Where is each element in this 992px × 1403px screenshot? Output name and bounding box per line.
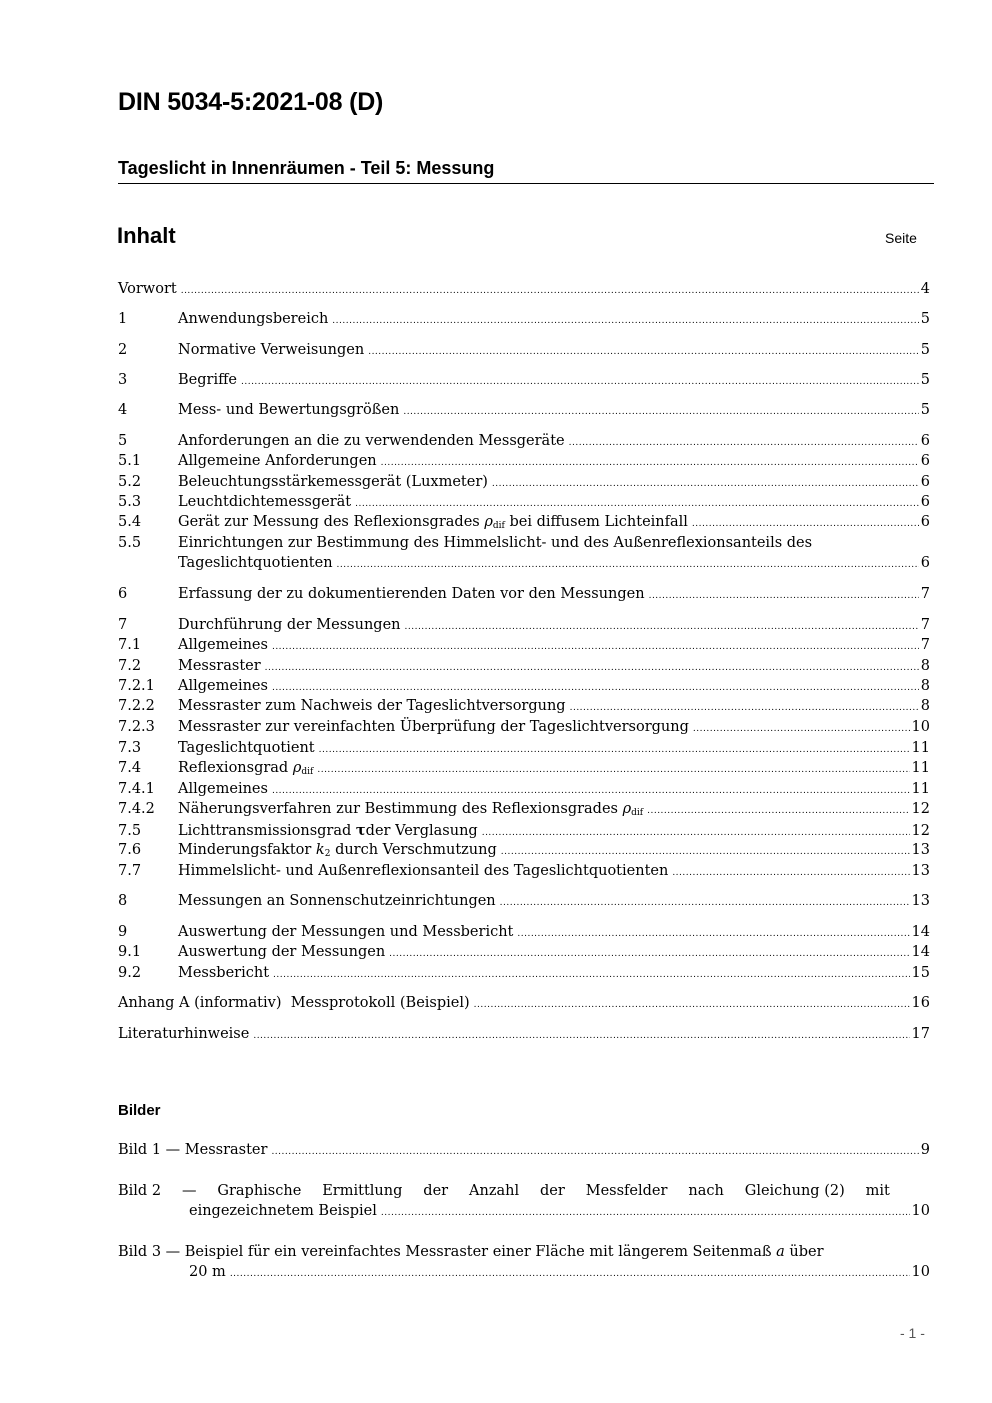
toc-entry[interactable]	[118, 402, 930, 422]
toc-entry-label: Einrichtungen zur Bestimmung des Himmelslicht- und des Außenreflexionsanteils des	[178, 535, 813, 551]
toc-entry-page: 13	[911, 842, 930, 858]
k-symbol: k	[315, 842, 325, 858]
leader-dots	[272, 642, 919, 652]
leader-dots	[647, 806, 909, 816]
toc-entry-number: 7.7	[118, 863, 142, 879]
toc-entry-number: 5.2	[118, 474, 142, 490]
toc-entry-page: 11	[911, 781, 930, 797]
toc-entry[interactable]	[118, 617, 930, 637]
toc-entry[interactable]	[118, 311, 930, 331]
subscript: dif	[631, 808, 644, 818]
toc-entry[interactable]	[118, 586, 930, 606]
toc-entry-number: 7.2	[118, 658, 142, 674]
toc-entry-label: Anwendungsbereich	[178, 311, 329, 327]
toc-entry[interactable]	[118, 372, 930, 392]
leader-dots	[569, 438, 919, 448]
toc-entry-page: 6	[920, 474, 930, 490]
toc-entry[interactable]	[118, 698, 930, 718]
toc-entry-page: 13	[911, 893, 930, 909]
toc-entry-number: 8	[118, 893, 128, 909]
toc-entry-label: Messbericht	[178, 965, 270, 981]
toc-entry-number: 7.3	[118, 740, 142, 756]
toc-entry-number: 9.1	[118, 944, 142, 960]
leader-dots	[405, 622, 919, 632]
toc-entry-page: 6	[920, 433, 930, 449]
page-number: - 1 -	[900, 1325, 925, 1341]
toc-entry-annex[interactable]	[118, 995, 930, 1015]
leader-dots	[273, 970, 910, 980]
toc-entry-label: Messraster zur vereinfachten Überprüfung der Tageslichtversorgung	[178, 719, 689, 735]
toc-entry-number: 7.4.2	[118, 801, 155, 817]
toc-entry-label: Reflexionsgrad $\rho_{dif}$	[178, 760, 314, 777]
figures-heading: Bilder	[118, 1102, 161, 1119]
leader-dots	[492, 479, 919, 489]
toc-entry-label: Auswertung der Messungen und Messbericht	[178, 924, 514, 940]
toc-entry-number: 6	[118, 586, 128, 602]
toc-entry-number: 1	[118, 311, 128, 327]
leader-dots	[693, 724, 910, 734]
leader-dots	[265, 663, 919, 673]
toc-entry-page: 5	[920, 342, 930, 358]
toc-entry[interactable]	[118, 494, 930, 514]
toc-entry-number: 9	[118, 924, 128, 940]
title-divider	[118, 183, 934, 184]
toc-entry-page: 6	[920, 494, 930, 510]
toc-entry-label: Minderungsfaktor $k_2$ durch Verschmutzung	[178, 842, 497, 859]
toc-entry-label: Anhang A (informativ) Messprotokoll (Beispiel)	[118, 995, 470, 1011]
toc-entry-page: 6	[920, 514, 930, 530]
figure-page: 9	[920, 1142, 930, 1158]
toc-entry-label: Anforderungen an die zu verwendenden Messgeräte	[178, 433, 565, 449]
toc-entry-label: Messraster	[178, 658, 261, 674]
toc-entry-label: Tageslichtquotient	[178, 740, 315, 756]
figure-label: eingezeichnetem Beispiel	[189, 1203, 377, 1219]
leader-dots	[501, 847, 910, 857]
toc-entry[interactable]	[118, 453, 930, 473]
subscript: dif	[492, 521, 505, 531]
toc-entry-number: 7.2.1	[118, 678, 155, 694]
leader-dots	[181, 286, 919, 296]
toc-entry-page: 12	[911, 801, 930, 817]
leader-dots	[241, 377, 919, 387]
figure-entry[interactable]: Bild 2 — Graphische Ermittlung der Anzahl der Messfelder nach Gleichung (2) mit	[118, 1183, 890, 1199]
toc-entry[interactable]	[118, 965, 930, 985]
document-subtitle: Tageslicht in Innenräumen - Teil 5: Messung	[118, 158, 495, 178]
leader-dots	[649, 591, 919, 601]
leader-dots	[500, 898, 910, 908]
toc-entry[interactable]	[118, 535, 930, 555]
toc-entry-number: 5.5	[118, 535, 142, 551]
toc-entry-page: 7	[920, 637, 930, 653]
leader-dots	[355, 499, 919, 509]
toc-entry-label: Begriffe	[178, 372, 237, 388]
toc-entry-number: 7.4.1	[118, 781, 155, 797]
toc-entry-page: 11	[911, 760, 930, 776]
toc-entry-page: 5	[920, 372, 930, 388]
figure-entry[interactable]	[118, 1244, 930, 1264]
toc-entry[interactable]	[118, 893, 930, 913]
toc-entry[interactable]	[118, 433, 930, 453]
toc-entry-label: Allgemeines	[178, 781, 268, 797]
toc-entry-page: 17	[911, 1026, 930, 1042]
toc-entry[interactable]	[118, 678, 930, 698]
toc-entry-page: 8	[920, 658, 930, 674]
toc-entry-page: 16	[911, 995, 930, 1011]
toc-entry-label: Allgemeines	[178, 637, 268, 653]
leader-dots	[272, 683, 919, 693]
toc-entry-number: 5.1	[118, 453, 142, 469]
toc-entry-bibliography[interactable]	[118, 1026, 930, 1046]
toc-entry-label: Allgemeine Anforderungen	[178, 453, 377, 469]
leader-dots	[403, 407, 918, 417]
toc-entry-page: 10	[911, 719, 930, 735]
figure-entry-continuation[interactable]	[189, 1203, 930, 1223]
leader-dots	[482, 828, 910, 838]
toc-entry-page: 8	[920, 698, 930, 714]
leader-dots	[337, 560, 919, 570]
toc-entry-label: Literaturhinweise	[118, 1026, 250, 1042]
toc-entry-number: 4	[118, 402, 128, 418]
toc-entry-label: Mess- und Bewertungsgrößen	[178, 402, 400, 418]
toc-entry-page: 4	[920, 281, 930, 297]
toc-entry-number: 7.5	[118, 823, 142, 839]
toc-entry[interactable]	[118, 924, 930, 944]
figure-label: 20 m	[189, 1264, 226, 1280]
leader-dots	[381, 1208, 910, 1218]
subscript: 2	[324, 849, 331, 859]
toc-entry[interactable]	[118, 658, 930, 678]
toc-entry[interactable]	[118, 760, 930, 780]
figure-entry-continuation[interactable]	[189, 1264, 930, 1284]
toc-entry[interactable]	[118, 474, 930, 494]
leader-dots	[474, 1000, 910, 1010]
leader-dots	[368, 347, 919, 357]
figure-entry[interactable]	[118, 1142, 930, 1162]
rho-symbol: ρ	[292, 760, 302, 776]
toc-entry[interactable]	[118, 637, 930, 657]
tau-symbol: τ	[355, 822, 366, 839]
toc-entry-page: 8	[920, 678, 930, 694]
toc-entry-page: 14	[911, 944, 930, 960]
toc-entry-number: 3	[118, 372, 128, 388]
toc-entry-label: Auswertung der Messungen	[178, 944, 386, 960]
leader-dots	[317, 765, 909, 775]
toc-entry-number: 7.1	[118, 637, 142, 653]
toc-entry-number: 7.4	[118, 760, 142, 776]
toc-entry-label: Beleuchtungsstärkemessgerät (Luxmeter)	[178, 474, 488, 490]
toc-entry-number: 7.6	[118, 842, 142, 858]
rho-symbol: ρ	[622, 801, 632, 817]
figure-page: 10	[911, 1203, 930, 1219]
toc-entry[interactable]	[118, 863, 930, 883]
toc-entry-label: Leuchtdichtemessgerät	[178, 494, 352, 510]
toc-entry-number: 5.3	[118, 494, 142, 510]
toc-entry-label: Normative Verweisungen	[178, 342, 365, 358]
toc-entry-page: 6	[920, 555, 930, 571]
toc-entry-number: 2	[118, 342, 128, 358]
toc-entry-page: 15	[911, 965, 930, 981]
toc-entry-number: 5.4	[118, 514, 142, 530]
toc-entry-label: Näherungsverfahren zur Bestimmung des Reflexionsgrades $\rho_{dif}$	[178, 801, 644, 818]
leader-dots	[253, 1031, 909, 1041]
figure-label: Bild 1 — Messraster	[118, 1142, 268, 1158]
figure-page: 10	[911, 1264, 930, 1280]
a-symbol: a	[776, 1244, 785, 1260]
toc-entry-page: 11	[911, 740, 930, 756]
leader-dots	[332, 316, 918, 326]
toc-entry-label: Gerät zur Messung des Reflexionsgrades $\rho_{dif}$ bei diffusem Lichteinfall	[178, 514, 688, 531]
toc-entry-label: Erfassung der zu dokumentierenden Daten vor den Messungen	[178, 586, 645, 602]
subscript: dif	[301, 767, 314, 777]
toc-entry-page: 5	[920, 402, 930, 418]
document-id: DIN 5034-5:2021-08 (D)	[118, 88, 384, 116]
toc-entry-label: Allgemeines	[178, 678, 268, 694]
toc-entry-label: Himmelslicht- und Außenreflexionsanteil des Tageslichtquotienten	[178, 863, 669, 879]
toc-entry-number: 7.2.2	[118, 698, 155, 714]
toc-entry[interactable]	[118, 740, 930, 760]
toc-entry[interactable]	[118, 514, 930, 534]
toc-entry-number: 7.2.3	[118, 719, 155, 735]
leader-dots	[692, 519, 919, 529]
toc-entry-label: Durchführung der Messungen	[178, 617, 401, 633]
toc-entry[interactable]	[118, 822, 930, 842]
leader-dots	[672, 868, 909, 878]
rho-symbol: ρ	[484, 514, 493, 530]
toc-entry-number: 7	[118, 617, 128, 633]
toc-entry-label: Vorwort	[118, 281, 177, 297]
leader-dots	[570, 703, 919, 713]
toc-entry[interactable]	[118, 842, 930, 862]
toc-entry[interactable]	[118, 781, 930, 801]
leader-dots	[389, 949, 909, 959]
toc-entry-page: 13	[911, 863, 930, 879]
toc-entry-page: 6	[920, 453, 930, 469]
toc-entry-page: 5	[920, 311, 930, 327]
toc-heading: Inhalt	[117, 223, 176, 248]
toc-entry-number: 5	[118, 433, 128, 449]
leader-dots	[271, 1147, 918, 1157]
leader-dots	[381, 458, 919, 468]
leader-dots	[517, 929, 909, 939]
leader-dots	[272, 786, 910, 796]
toc-entry-label: Messungen an Sonnenschutzeinrichtungen	[178, 893, 496, 909]
leader-dots	[319, 745, 910, 755]
leader-dots	[230, 1269, 910, 1279]
toc-entry-label: Tageslichtquotienten	[178, 555, 333, 571]
toc-entry-label: Lichttransmissionsgrad τder Verglasung	[178, 822, 478, 839]
toc-entry-page: 14	[911, 924, 930, 940]
toc-entry-page: 7	[920, 617, 930, 633]
toc-entry-page: 12	[911, 823, 930, 839]
figure-label: Bild 3 — Beispiel für ein vereinfachtes Messraster einer Fläche mit längerem Seitenmaß a über	[118, 1244, 824, 1260]
toc-entry-continuation[interactable]	[118, 555, 930, 575]
toc-entry-vorwort[interactable]	[118, 281, 930, 301]
toc-entry-page: 7	[920, 586, 930, 602]
toc-entry[interactable]	[118, 944, 930, 964]
toc-entry[interactable]	[118, 719, 930, 739]
toc-entry[interactable]	[118, 801, 930, 821]
page-column-label: Seite	[885, 230, 917, 246]
toc-entry[interactable]	[118, 342, 930, 362]
toc-entry-number: 9.2	[118, 965, 142, 981]
toc-entry-label: Messraster zum Nachweis der Tageslichtversorgung	[178, 698, 566, 714]
